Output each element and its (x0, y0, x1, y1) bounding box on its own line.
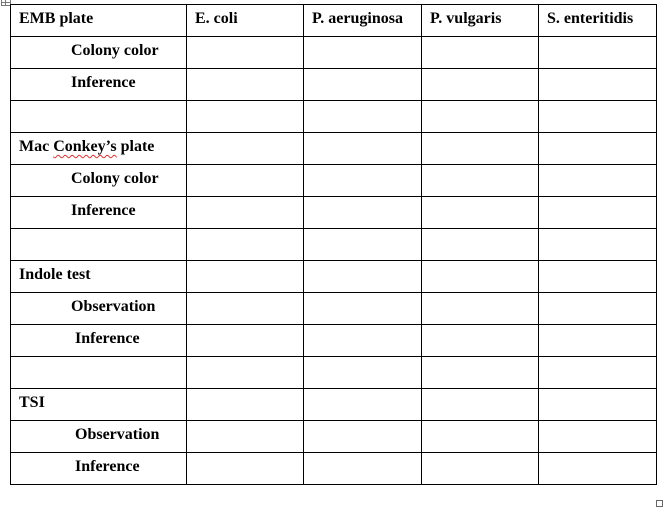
header-cell-p-vulgaris[interactable] (422, 5, 539, 37)
table-cell[interactable] (539, 229, 657, 261)
row-label-cell[interactable] (11, 165, 187, 197)
table-cell[interactable] (304, 421, 422, 453)
row-label-cell[interactable] (11, 325, 187, 357)
table-cell[interactable] (304, 229, 422, 261)
table-cell[interactable] (539, 357, 657, 389)
table-row-blank (11, 229, 657, 261)
table-cell[interactable] (422, 229, 539, 261)
table-row (11, 293, 657, 325)
table-row (11, 325, 657, 357)
table-cell[interactable] (539, 133, 657, 165)
table-cell[interactable] (187, 293, 304, 325)
table-cell[interactable] (187, 261, 304, 293)
table-cell[interactable] (304, 165, 422, 197)
table-cell[interactable] (422, 165, 539, 197)
table-cell[interactable] (539, 197, 657, 229)
table-cell[interactable] (539, 453, 657, 485)
table-cell[interactable] (422, 325, 539, 357)
table-cell[interactable] (422, 453, 539, 485)
table-row (11, 165, 657, 197)
table-cell[interactable] (187, 229, 304, 261)
table-row-blank (11, 101, 657, 133)
table-cell[interactable] (187, 357, 304, 389)
table-cell[interactable] (304, 133, 422, 165)
row-label-cell[interactable] (11, 229, 187, 261)
table-row (11, 453, 657, 485)
table-cell[interactable] (539, 69, 657, 101)
row-label-cell[interactable] (11, 69, 187, 101)
table-cell[interactable] (187, 101, 304, 133)
section-label: TSI (19, 394, 45, 411)
row-label: Inference (71, 202, 136, 219)
table-row (11, 69, 657, 101)
table-cell[interactable] (304, 293, 422, 325)
row-label-cell[interactable] (11, 421, 187, 453)
table-cell[interactable] (422, 197, 539, 229)
results-table (10, 4, 657, 485)
table-cell[interactable] (422, 261, 539, 293)
row-label: Observation (71, 298, 156, 315)
table-cell[interactable] (422, 357, 539, 389)
row-label: Inference (75, 458, 140, 475)
table-cell[interactable] (539, 37, 657, 69)
table-cell[interactable] (422, 69, 539, 101)
section-label-cell[interactable] (11, 261, 187, 293)
table-row (11, 37, 657, 69)
table-cell[interactable] (304, 101, 422, 133)
table-cell[interactable] (539, 293, 657, 325)
header-label: EMB plate (19, 10, 94, 27)
table-cell[interactable] (304, 69, 422, 101)
row-label (11, 357, 186, 363)
table-row-section (11, 389, 657, 421)
table-cell[interactable] (422, 389, 539, 421)
table-cell[interactable] (304, 453, 422, 485)
table-cell[interactable] (422, 293, 539, 325)
table-cell[interactable] (539, 261, 657, 293)
header-cell-e-coli[interactable] (187, 5, 304, 37)
section-label-part: Mac (19, 138, 54, 155)
row-label: Observation (75, 426, 160, 443)
row-label-cell[interactable] (11, 101, 187, 133)
section-label (11, 133, 186, 155)
table-row-section (11, 133, 657, 165)
table-cell[interactable] (539, 421, 657, 453)
table-cell[interactable] (304, 389, 422, 421)
table-row-blank (11, 357, 657, 389)
header-cell-p-aeruginosa[interactable] (304, 5, 422, 37)
row-label-cell[interactable] (11, 293, 187, 325)
table-cell[interactable] (304, 261, 422, 293)
table-cell[interactable] (304, 197, 422, 229)
table-cell[interactable] (187, 453, 304, 485)
table-resize-handle-icon[interactable] (656, 500, 663, 507)
table-row (11, 197, 657, 229)
table-cell[interactable] (187, 165, 304, 197)
table-cell[interactable] (187, 389, 304, 421)
header-label: E. coli (195, 10, 238, 27)
table-cell[interactable] (187, 421, 304, 453)
table-cell[interactable] (539, 389, 657, 421)
row-label (11, 101, 186, 107)
section-label-cell[interactable] (11, 389, 187, 421)
table-cell[interactable] (304, 357, 422, 389)
table-cell[interactable] (187, 69, 304, 101)
row-label: Inference (71, 74, 136, 91)
table-header-row (11, 5, 657, 37)
row-label: Inference (75, 330, 140, 347)
section-label: Indole test (19, 266, 91, 283)
spellcheck-flagged-word[interactable]: Conkey’s (53, 138, 117, 155)
table-cell[interactable] (187, 197, 304, 229)
row-label-cell[interactable] (11, 453, 187, 485)
header-label: P. aeruginosa (312, 10, 403, 27)
section-label-cell[interactable] (11, 133, 187, 165)
row-label: Colony color (71, 170, 159, 187)
table-cell[interactable] (539, 165, 657, 197)
table-cell[interactable] (539, 101, 657, 133)
header-label: P. vulgaris (430, 10, 502, 27)
table-cell[interactable] (422, 133, 539, 165)
section-label-part: plate (116, 138, 155, 155)
row-label-cell[interactable] (11, 37, 187, 69)
row-label-cell[interactable] (11, 357, 187, 389)
header-label: S. enteritidis (547, 10, 634, 27)
row-label (11, 229, 186, 235)
row-label-cell[interactable] (11, 197, 187, 229)
row-label: Colony color (71, 42, 159, 59)
table-cell[interactable] (187, 133, 304, 165)
table-cell[interactable] (422, 101, 539, 133)
table-cell[interactable] (422, 37, 539, 69)
table-row-section (11, 261, 657, 293)
table-cell[interactable] (187, 37, 304, 69)
table-cell[interactable] (304, 325, 422, 357)
table-cell[interactable] (187, 325, 304, 357)
table-cell[interactable] (539, 325, 657, 357)
table-cell[interactable] (422, 421, 539, 453)
table-cell[interactable] (304, 37, 422, 69)
table-row (11, 421, 657, 453)
header-cell-emb-plate[interactable] (11, 5, 187, 37)
header-cell-s-enteritidis[interactable] (539, 5, 657, 37)
